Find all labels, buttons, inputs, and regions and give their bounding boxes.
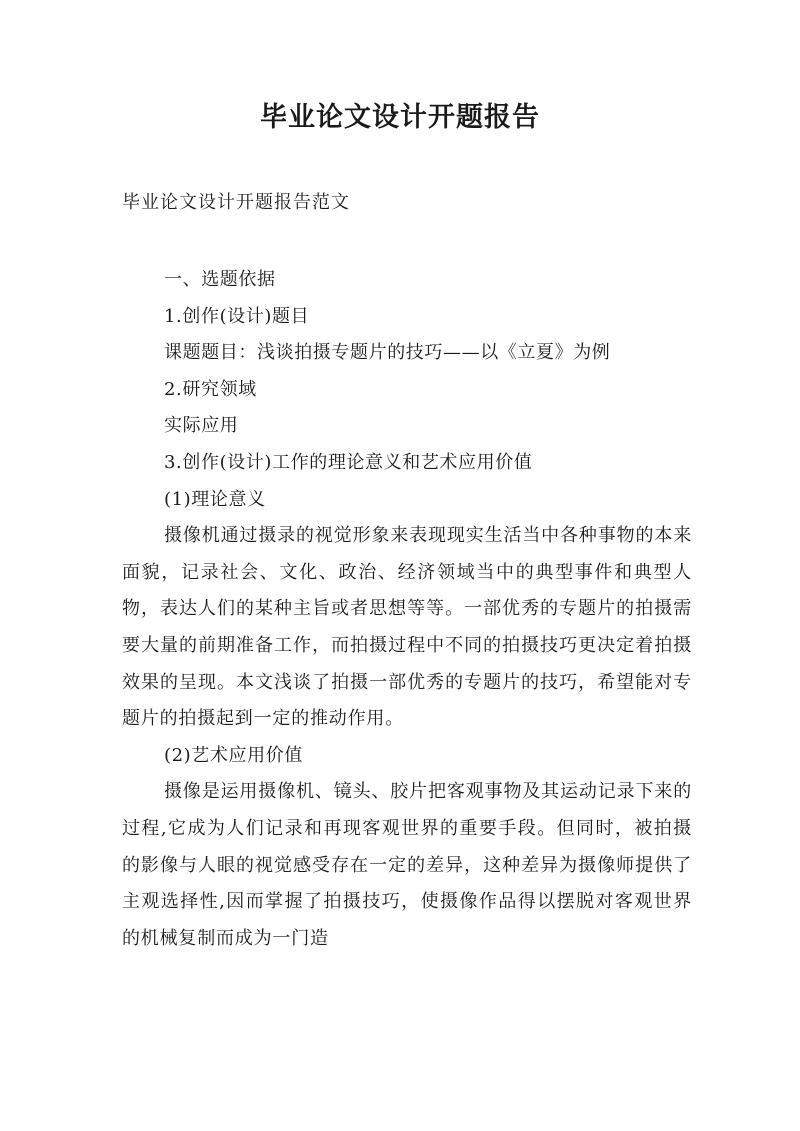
paragraph-1: 摄像机通过摄录的视觉形象来表现现实生活当中各种事物的本来面貌，记录社会、文化、政治、经济领域当中的典型事件和典型人物，表达人们的某种主旨或者思想等等。一部优秀的专题片的拍摄需要大量的前期准备工作，而拍摄过程中不同的拍摄技巧更决定着拍摄效果的呈现。本文浅谈了拍摄一部优秀的专题片的技巧，希望能对专题片的拍摄起到一定的推动作用。 [122,525,692,730]
document-subtitle: 毕业论文设计开题报告范文 [122,192,350,213]
item-heading-1: 1.创作(设计)题目 [164,305,310,327]
paragraph-2: 摄像是运用摄像机、镜头、胶片把客观事物及其运动记录下来的过程,它成为人们记录和再现客观世界的重要手段。但同时，被拍摄的影像与人眼的视觉感受存在一定的差异，这种差异为摄像师提供了主观选择性,因而掌握了拍摄技巧，使摄像作品得以摆脱对客观世界的机械复制而成为一门造 [122,781,692,949]
item-heading-3: 3.创作(设计)工作的理论意义和艺术应用价值 [164,451,533,473]
section-heading-1: 一、选题依据 [164,269,276,290]
item-content-1: 课题题目：浅谈拍摄专题片的技巧——以《立夏》为例 [164,342,611,364]
item-content-2: 实际应用 [164,415,239,437]
sub-heading-1: (1)理论意义 [164,488,266,510]
document-body [122,262,692,957]
item-heading-2: 2.研究领域 [164,378,257,400]
sub-heading-2: (2)艺术应用价值 [164,744,303,766]
document-title: 毕业论文设计开题报告 [260,102,540,133]
